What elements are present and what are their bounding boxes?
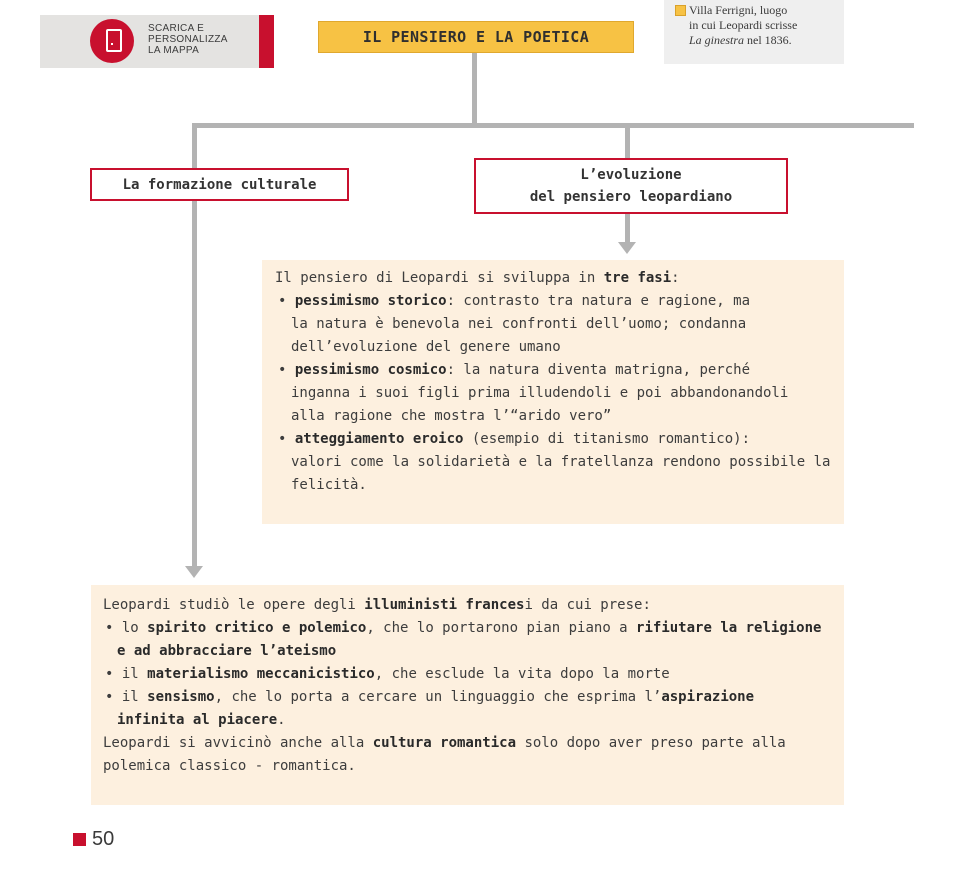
item-text: lo <box>121 620 148 636</box>
item-text: , che lo portarono pian piano a <box>366 620 637 636</box>
phase-text: la natura è benevola nei confronti dell’uomo; condanna <box>291 316 747 332</box>
formazione-intro-bold: illuministi frances <box>364 597 525 613</box>
item-bold: rifiutare la religione <box>636 620 822 636</box>
formazione-closing <box>103 732 834 778</box>
connector-evoluzione-arrow-stem <box>625 213 630 243</box>
phase-text: : contrasto tra natura e ragione, ma <box>446 293 751 309</box>
phase-text: alla ragione che mostra l’“arido vero” <box>291 408 612 424</box>
item-bold: aspirazione <box>661 689 755 705</box>
phase-text: : la natura diventa matrigna, perché <box>446 362 751 378</box>
branch-formazione-culturale: La formazione culturale <box>90 168 349 201</box>
evoluzione-intro-end: : <box>671 270 680 286</box>
image-caption-text <box>689 3 839 48</box>
page-marker <box>73 833 86 846</box>
phase-term: pessimismo storico <box>294 293 447 309</box>
list-item: • il materialismo meccanicistico, che esclude la vita dopo la morte <box>105 666 670 682</box>
phase-term: pessimismo cosmico <box>294 362 447 378</box>
image-icon <box>675 5 686 16</box>
caption-line-3-rest: nel 1836. <box>744 33 792 47</box>
caption-work-title: La ginestra <box>689 33 745 47</box>
formazione-intro-post: i da cui prese: <box>524 597 651 613</box>
evoluzione-intro <box>275 267 834 290</box>
caption-line-3 <box>689 33 839 48</box>
arrow-down-icon <box>618 242 636 254</box>
connector-horizontal <box>192 123 914 128</box>
closing-text: solo dopo aver preso parte alla <box>516 735 786 751</box>
connector-to-evoluzione <box>625 123 630 159</box>
closing-text: Leopardi si avvicinò anche alla <box>103 735 373 751</box>
list-item: • il sensismo, che lo porta a cercare un linguaggio che esprima l’aspirazione infinita al piacere. <box>105 689 755 728</box>
map-title: IL PENSIERO E LA POETICA <box>318 21 634 53</box>
branch-evoluzione-line-2: del pensiero leopardiano <box>529 189 733 205</box>
connector-formazione-long <box>192 200 197 567</box>
tablet-button-dot <box>111 43 113 45</box>
list-item: • atteggiamento eroico (esempio di titanismo romantico): valori come la solidarietà e la fratellanza rendono possibile la felicità. <box>278 431 831 493</box>
caption-line-2: in cui Leopardi scrisse <box>689 18 798 32</box>
download-badge-line-3: LA MAPPA <box>148 45 200 56</box>
closing-bold: cultura romantica <box>372 735 517 751</box>
download-badge-line-1: SCARICA E <box>148 23 205 34</box>
phase-text: dell’evoluzione del genere umano <box>291 339 561 355</box>
item-text: il <box>121 666 148 682</box>
phase-text: valori come la solidarietà e la fratellanza rendono possibile la <box>291 454 831 470</box>
list-item: • lo spirito critico e polemico, che lo portarono pian piano a rifiutare la religione e ad abbracciare l’ateismo <box>105 620 822 659</box>
item-text: , che lo porta a cercare un linguaggio che esprima l’ <box>214 689 662 705</box>
download-badge-accent-bar <box>259 15 274 68</box>
item-text: . <box>277 712 286 728</box>
phase-text: (esempio di titanismo romantico): <box>463 431 751 447</box>
item-text: il <box>121 689 148 705</box>
item-bold: infinita al piacere <box>117 712 278 728</box>
list-item: • pessimismo storico: contrasto tra natura e ragione, ma la natura è benevola nei confronti dell’uomo; condanna dell’evoluzione del genere umano <box>278 293 751 355</box>
evoluzione-intro-bold: tre fasi <box>603 270 672 286</box>
closing-text: polemica classico - romantica. <box>103 758 356 774</box>
download-badge-label[interactable] <box>148 23 253 56</box>
download-badge-line-2: PERSONALIZZA <box>148 34 228 45</box>
list-item: • pessimismo cosmico: la natura diventa matrigna, perché inganna i suoi figli prima illudendoli e poi abbandonandoli alla ragione che mostra l’“arido vero” <box>278 362 789 424</box>
item-text: , che esclude la vita dopo la morte <box>374 666 670 682</box>
formazione-intro-text: Leopardi studiò le opere degli <box>103 597 365 613</box>
arrow-down-icon <box>185 566 203 578</box>
phase-text: inganna i suoi figli prima illudendoli e poi abbandonandoli <box>291 385 789 401</box>
formazione-text-panel <box>91 585 844 805</box>
item-bold: e ad abbracciare l’ateismo <box>117 643 337 659</box>
item-bold: sensismo <box>147 689 215 705</box>
evoluzione-intro-text: Il pensiero di Leopardi si sviluppa in <box>275 270 604 286</box>
branch-evoluzione-pensiero <box>474 158 788 214</box>
evoluzione-text-panel <box>262 260 844 524</box>
phase-text: felicità. <box>291 477 367 493</box>
caption-line-1: Villa Ferrigni, luogo <box>689 3 788 17</box>
phase-term: atteggiamento eroico <box>294 431 464 447</box>
item-bold: spirito critico e polemico <box>147 620 367 636</box>
connector-title-down <box>472 53 477 125</box>
page-number: 50 <box>92 828 115 850</box>
branch-evoluzione-line-1: L’evoluzione <box>580 167 682 183</box>
formazione-intro <box>103 594 834 617</box>
tablet-icon[interactable] <box>106 29 122 52</box>
item-bold: materialismo meccanicistico <box>147 666 375 682</box>
